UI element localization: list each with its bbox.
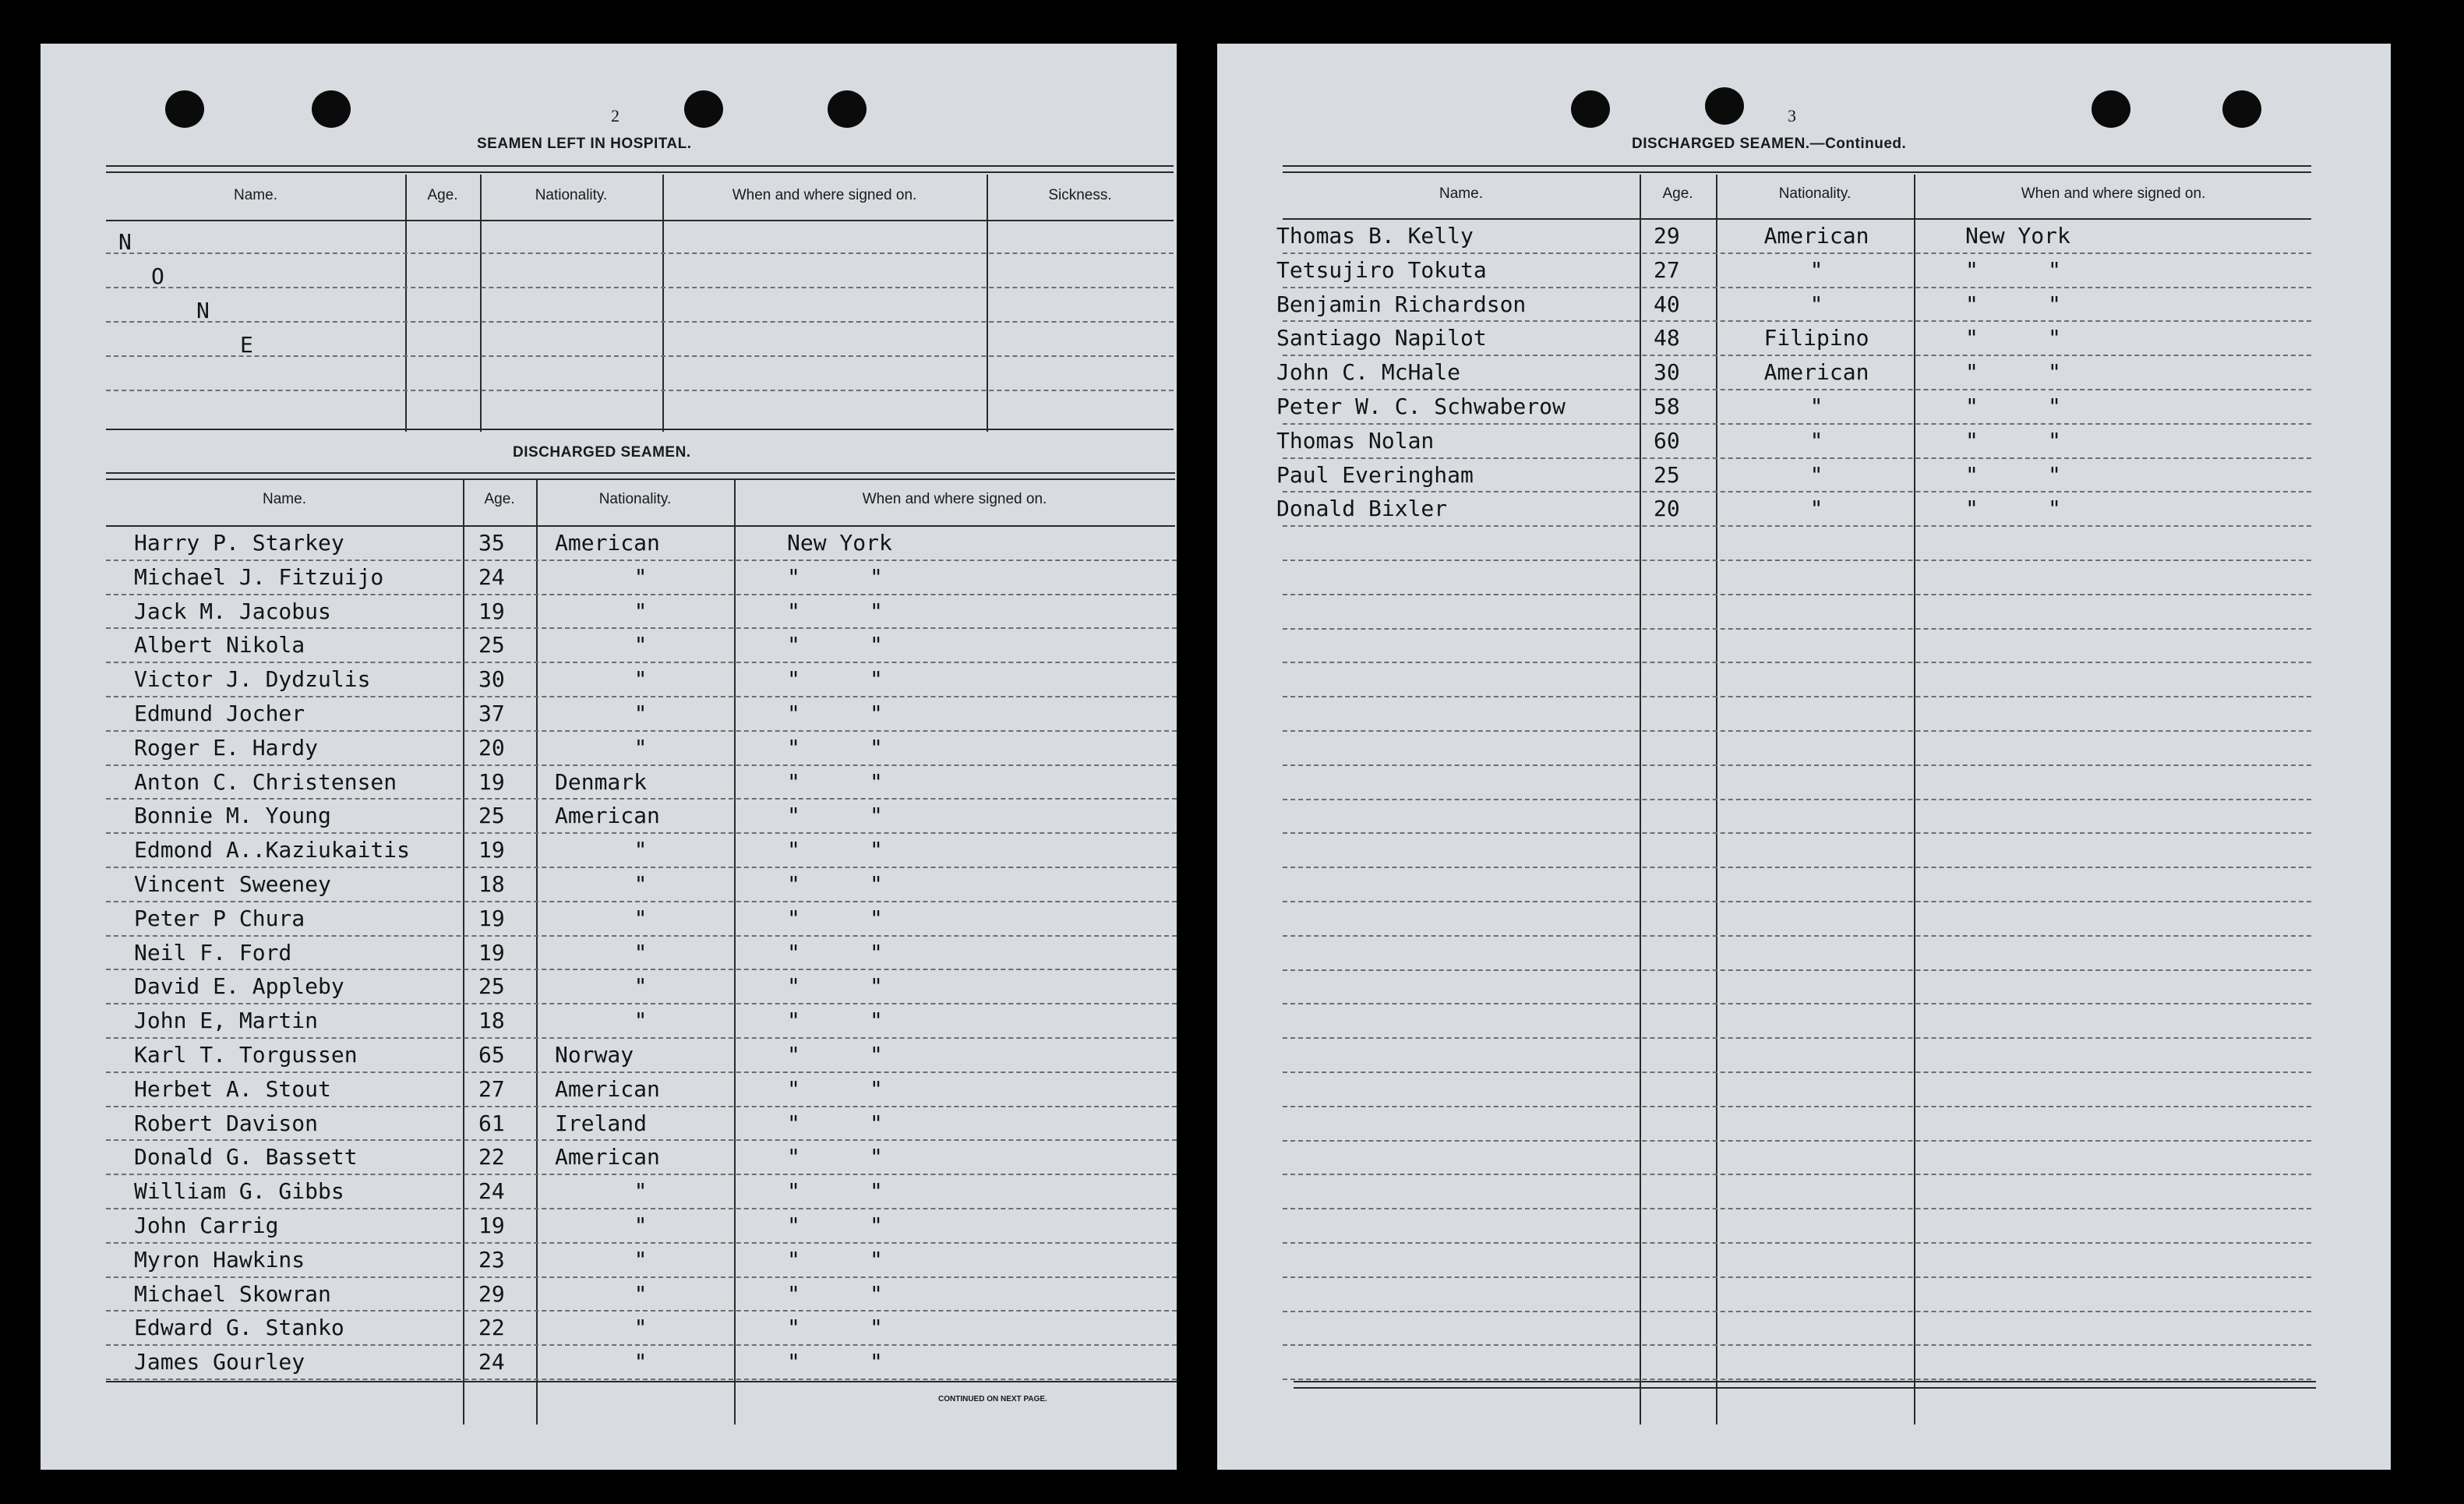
left-page xyxy=(41,44,1177,1470)
seaman-age: 20 xyxy=(478,735,505,761)
seaman-name: Michael Skowran xyxy=(134,1281,331,1307)
seaman-signed-when: " xyxy=(1965,462,1979,488)
seaman-name: Donald G. Bassett xyxy=(134,1144,358,1170)
row-line xyxy=(106,252,1174,254)
seaman-age: 19 xyxy=(478,940,505,966)
seaman-name: Roger E. Hardy xyxy=(134,735,319,761)
seaman-signed-where: " xyxy=(870,1008,883,1033)
hospital-none-letter: N xyxy=(118,229,132,255)
table-rule xyxy=(106,171,1174,173)
column-header-sickness: Sickness. xyxy=(1048,187,1112,203)
column-divider xyxy=(734,480,736,1425)
seaman-age: 18 xyxy=(478,871,505,897)
row-line xyxy=(1283,1208,2311,1209)
seaman-nationality: " xyxy=(634,1247,648,1273)
seaman-age: 58 xyxy=(1654,394,1680,419)
seaman-age: 30 xyxy=(478,666,505,692)
seaman-signed-when: " xyxy=(787,1247,800,1273)
seaman-signed-where: " xyxy=(2048,359,2061,385)
seaman-name: Anton C. Christensen xyxy=(134,769,397,795)
column-header-age: Age. xyxy=(1662,185,1693,202)
row-line xyxy=(106,1276,1177,1278)
table-rule xyxy=(106,165,1174,167)
table-rule xyxy=(106,525,1175,527)
column-divider xyxy=(480,175,482,432)
table-rule xyxy=(106,1381,1177,1382)
seaman-signed-where: " xyxy=(870,735,883,761)
table-rule xyxy=(106,472,1175,474)
row-line xyxy=(106,867,1177,868)
column-divider xyxy=(405,175,407,432)
seaman-age: 18 xyxy=(478,1008,505,1033)
column-header-nationality: Nationality. xyxy=(535,187,608,203)
row-line xyxy=(1283,1311,2311,1312)
row-line xyxy=(106,355,1174,357)
seaman-age: 22 xyxy=(478,1144,505,1170)
seaman-signed-where: " xyxy=(870,1247,883,1273)
seaman-name: Edward G. Stanko xyxy=(134,1315,344,1340)
seaman-nationality: " xyxy=(1809,462,1823,488)
seaman-name: John C. McHale xyxy=(1276,359,1461,385)
seaman-signed-where: " xyxy=(870,871,883,897)
seaman-signed-where: " xyxy=(870,1042,883,1068)
seaman-signed-where: " xyxy=(870,1213,883,1238)
row-line xyxy=(106,1003,1177,1004)
row-line xyxy=(106,560,1177,561)
seaman-signed-when: " xyxy=(787,598,800,624)
seaman-nationality: " xyxy=(634,906,648,931)
seaman-age: 37 xyxy=(478,701,505,726)
row-line xyxy=(1283,1003,2311,1004)
seaman-name: Paul Everingham xyxy=(1276,462,1474,488)
seaman-signed-where: " xyxy=(870,1178,883,1204)
seaman-signed-where: " xyxy=(870,803,883,828)
seaman-name: James Gourley xyxy=(134,1349,305,1375)
seaman-signed-when: New York xyxy=(1965,223,2070,249)
row-line xyxy=(1283,696,2311,697)
row-line xyxy=(1283,969,2311,971)
seaman-age: 25 xyxy=(478,632,505,658)
seaman-nationality: " xyxy=(634,1213,648,1238)
punch-hole xyxy=(828,90,867,128)
row-line xyxy=(1283,832,2311,834)
row-line xyxy=(106,969,1177,970)
seaman-signed-where: " xyxy=(870,666,883,692)
right-page xyxy=(1217,44,2391,1470)
punch-hole xyxy=(684,90,723,128)
seaman-signed-where: " xyxy=(870,769,883,795)
column-header-name: Name. xyxy=(1439,185,1483,202)
seaman-signed-where: " xyxy=(870,598,883,624)
punch-hole xyxy=(2092,90,2130,128)
seaman-signed-where: " xyxy=(2048,325,2061,351)
seaman-nationality: " xyxy=(1809,257,1823,283)
punch-hole xyxy=(2222,90,2261,128)
row-line xyxy=(1283,525,2311,527)
seaman-signed-when: " xyxy=(787,1281,800,1307)
seaman-signed-when: " xyxy=(787,837,800,863)
column-header-name: Name. xyxy=(234,187,277,203)
seaman-age: 65 xyxy=(478,1042,505,1068)
column-header-nationality: Nationality. xyxy=(598,491,672,507)
seaman-age: 23 xyxy=(478,1247,505,1273)
seaman-signed-when: " xyxy=(787,1144,800,1170)
column-divider xyxy=(662,175,664,432)
row-line xyxy=(1283,1379,2311,1380)
seaman-age: 29 xyxy=(478,1281,505,1307)
row-line xyxy=(1283,730,2311,732)
seaman-name: Robert Davison xyxy=(134,1110,319,1136)
seaman-name: John E, Martin xyxy=(134,1008,319,1033)
seaman-nationality: " xyxy=(634,837,648,863)
seaman-age: 19 xyxy=(478,1213,505,1238)
seaman-signed-when: " xyxy=(787,1349,800,1375)
row-line xyxy=(106,1344,1177,1346)
column-header-age: Age. xyxy=(427,187,458,203)
seaman-signed-when: " xyxy=(787,906,800,931)
seaman-signed-when: " xyxy=(1965,291,1979,317)
row-line xyxy=(1283,1106,2311,1107)
table-rule xyxy=(106,220,1174,221)
seaman-signed-when: " xyxy=(787,871,800,897)
column-divider xyxy=(536,480,538,1425)
seaman-age: 22 xyxy=(478,1315,505,1340)
column-header-when-where: When and where signed on. xyxy=(2021,185,2206,202)
seaman-name: Albert Nikola xyxy=(134,632,305,658)
seaman-signed-when: " xyxy=(787,1213,800,1238)
seaman-signed-where: " xyxy=(870,1315,883,1340)
row-line xyxy=(1283,1242,2311,1244)
row-line xyxy=(106,730,1177,732)
row-line xyxy=(106,1379,1177,1380)
seaman-name: Thomas Nolan xyxy=(1276,428,1435,454)
seaman-nationality: " xyxy=(1809,394,1823,419)
seaman-nationality: American xyxy=(555,1144,660,1170)
seaman-signed-where: " xyxy=(870,564,883,590)
column-header-nationality: Nationality. xyxy=(1778,185,1852,202)
seaman-signed-when: " xyxy=(1965,325,1979,351)
seaman-nationality: American xyxy=(1763,359,1869,385)
row-line xyxy=(1283,1140,2311,1142)
seaman-signed-when: " xyxy=(787,973,800,999)
seaman-signed-when: " xyxy=(787,632,800,658)
seaman-name: Tetsujiro Tokuta xyxy=(1276,257,1487,283)
seaman-signed-when: " xyxy=(787,1008,800,1033)
column-header-when-where: When and where signed on. xyxy=(732,187,917,203)
seaman-age: 25 xyxy=(478,973,505,999)
row-line xyxy=(106,1174,1177,1175)
seaman-nationality: Ireland xyxy=(555,1110,648,1136)
seaman-signed-where: " xyxy=(2048,257,2061,283)
seaman-nationality: " xyxy=(634,940,648,966)
seaman-nationality: " xyxy=(634,564,648,590)
seaman-name: William G. Gibbs xyxy=(134,1178,344,1204)
row-line xyxy=(106,901,1177,902)
row-line xyxy=(1283,252,2311,254)
row-line xyxy=(1283,1276,2311,1278)
seaman-signed-when: " xyxy=(787,1042,800,1068)
seaman-age: 29 xyxy=(1654,223,1680,249)
seaman-signed-when: " xyxy=(787,666,800,692)
seaman-signed-when: " xyxy=(787,1315,800,1340)
row-line xyxy=(1283,662,2311,663)
seaman-age: 60 xyxy=(1654,428,1680,454)
seaman-age: 35 xyxy=(478,530,505,556)
row-line xyxy=(1283,457,2311,459)
row-line xyxy=(106,1208,1177,1209)
seaman-name: Michael J. Fitzuijo xyxy=(134,564,384,590)
row-line xyxy=(106,627,1177,629)
seaman-name: Herbet A. Stout xyxy=(134,1076,331,1102)
seaman-name: Peter W. C. Schwaberow xyxy=(1276,394,1566,419)
row-line xyxy=(1283,320,2311,322)
seaman-age: 24 xyxy=(478,1349,505,1375)
seaman-nationality: " xyxy=(1809,496,1823,521)
seaman-name: Donald Bixler xyxy=(1276,496,1448,521)
seaman-nationality: Denmark xyxy=(555,769,648,795)
seaman-signed-where: " xyxy=(870,940,883,966)
seaman-age: 19 xyxy=(478,837,505,863)
seaman-age: 20 xyxy=(1654,496,1680,521)
seaman-nationality: " xyxy=(634,1178,648,1204)
seaman-age: 27 xyxy=(478,1076,505,1102)
row-line xyxy=(106,662,1177,663)
row-line xyxy=(1283,764,2311,766)
seaman-name: Jack M. Jacobus xyxy=(134,598,331,624)
row-line xyxy=(1283,1072,2311,1073)
seaman-name: Karl T. Torgussen xyxy=(134,1042,358,1068)
seaman-signed-when: " xyxy=(1965,394,1979,419)
continued-note: CONTINUED ON NEXT PAGE. xyxy=(938,1395,1047,1403)
column-header-name: Name. xyxy=(263,491,306,507)
seaman-age: 19 xyxy=(478,906,505,931)
page-number: 3 xyxy=(1788,106,1796,125)
punch-hole xyxy=(165,90,204,128)
seaman-signed-where: " xyxy=(870,906,883,931)
seaman-signed-when: " xyxy=(787,701,800,726)
seaman-signed-where: " xyxy=(870,973,883,999)
seaman-signed-when: " xyxy=(787,735,800,761)
row-line xyxy=(106,935,1177,937)
seaman-signed-where: " xyxy=(2048,428,2061,454)
seaman-nationality: " xyxy=(634,1281,648,1307)
seaman-nationality: " xyxy=(634,701,648,726)
discharged-section-title: DISCHARGED SEAMEN. xyxy=(513,444,691,461)
seaman-name: Bonnie M. Young xyxy=(134,803,331,828)
row-line xyxy=(106,798,1177,800)
seaman-name: David E. Appleby xyxy=(134,973,344,999)
table-rule xyxy=(1283,218,2311,220)
row-line xyxy=(1283,287,2311,288)
seaman-nationality: American xyxy=(555,803,660,828)
seaman-nationality: " xyxy=(634,973,648,999)
seaman-signed-when: " xyxy=(787,1110,800,1136)
seaman-signed-where: " xyxy=(2048,462,2061,488)
row-line xyxy=(106,764,1177,766)
row-line xyxy=(106,832,1177,834)
seaman-signed-when: New York xyxy=(787,530,892,556)
row-line xyxy=(106,696,1177,697)
row-line xyxy=(1283,1174,2311,1175)
seaman-age: 61 xyxy=(478,1110,505,1136)
seaman-nationality: " xyxy=(1809,291,1823,317)
row-line xyxy=(106,287,1174,288)
table-rule xyxy=(1283,165,2311,167)
table-rule xyxy=(106,478,1175,480)
row-line xyxy=(1283,1344,2311,1346)
hospital-none-letter: N xyxy=(196,298,210,323)
column-divider xyxy=(987,175,988,432)
seaman-signed-where: " xyxy=(2048,496,2061,521)
seaman-signed-when: " xyxy=(787,1178,800,1204)
row-line xyxy=(1283,799,2311,800)
seaman-signed-when: " xyxy=(787,769,800,795)
seaman-signed-when: " xyxy=(1965,257,1979,283)
hospital-none-letter: O xyxy=(151,263,164,289)
seaman-name: Edmund Jocher xyxy=(134,701,305,726)
row-line xyxy=(1283,628,2311,630)
seaman-nationality: " xyxy=(634,1315,648,1340)
seaman-age: 19 xyxy=(478,598,505,624)
seaman-nationality: " xyxy=(634,1349,648,1375)
punch-hole xyxy=(312,90,351,128)
seaman-signed-when: " xyxy=(787,940,800,966)
seaman-signed-when: " xyxy=(787,1076,800,1102)
seaman-name: Thomas B. Kelly xyxy=(1276,223,1474,249)
row-line xyxy=(106,1310,1177,1312)
seaman-nationality: " xyxy=(634,871,648,897)
seaman-age: 24 xyxy=(478,1178,505,1204)
row-line xyxy=(106,1072,1177,1073)
row-line xyxy=(1283,389,2311,390)
row-line xyxy=(1283,560,2311,561)
seaman-nationality: American xyxy=(1763,223,1869,249)
row-line xyxy=(1283,423,2311,425)
seaman-name: Victor J. Dydzulis xyxy=(134,666,371,692)
column-header-when-where: When and where signed on. xyxy=(862,491,1047,507)
seaman-signed-where: " xyxy=(870,1349,883,1375)
seaman-age: 25 xyxy=(478,803,505,828)
punch-hole xyxy=(1571,90,1610,128)
row-line xyxy=(1283,935,2311,937)
seaman-name: Neil F. Ford xyxy=(134,940,292,966)
seaman-nationality: " xyxy=(634,735,648,761)
row-line xyxy=(106,390,1174,391)
seaman-signed-where: " xyxy=(870,1144,883,1170)
seaman-age: 40 xyxy=(1654,291,1680,317)
hospital-section-title: SEAMEN LEFT IN HOSPITAL. xyxy=(477,136,692,152)
seaman-age: 25 xyxy=(1654,462,1680,488)
row-line xyxy=(1283,901,2311,902)
row-line xyxy=(1283,867,2311,868)
seaman-age: 24 xyxy=(478,564,505,590)
seaman-age: 30 xyxy=(1654,359,1680,385)
seaman-name: Harry P. Starkey xyxy=(134,530,344,556)
row-line xyxy=(1283,594,2311,595)
seaman-signed-when: " xyxy=(1965,359,1979,385)
seaman-nationality: Norway xyxy=(555,1042,634,1068)
column-divider xyxy=(463,480,464,1425)
seaman-signed-where: " xyxy=(870,701,883,726)
seaman-signed-where: " xyxy=(870,1281,883,1307)
row-line xyxy=(106,594,1177,595)
seaman-signed-where: " xyxy=(2048,394,2061,419)
table-rule xyxy=(1294,1387,2316,1389)
table-rule xyxy=(106,429,1174,430)
seaman-nationality: " xyxy=(634,666,648,692)
table-rule xyxy=(1294,1381,2316,1382)
row-line xyxy=(106,1139,1177,1141)
seaman-signed-when: " xyxy=(1965,496,1979,521)
hospital-none-letter: E xyxy=(240,332,253,358)
seaman-nationality: American xyxy=(555,1076,660,1102)
row-line xyxy=(1283,491,2311,493)
seaman-nationality: " xyxy=(634,632,648,658)
seaman-age: 19 xyxy=(478,769,505,795)
seaman-signed-where: " xyxy=(870,1110,883,1136)
row-line xyxy=(1283,355,2311,356)
row-line xyxy=(106,1106,1177,1107)
seaman-age: 48 xyxy=(1654,325,1680,351)
seaman-name: Santiago Napilot xyxy=(1276,325,1487,351)
seaman-nationality: " xyxy=(634,598,648,624)
seaman-signed-when: " xyxy=(787,803,800,828)
seaman-nationality: " xyxy=(634,1008,648,1033)
row-line xyxy=(106,1037,1177,1039)
seaman-signed-when: " xyxy=(1965,428,1979,454)
seaman-signed-when: " xyxy=(787,564,800,590)
table-rule xyxy=(1283,171,2311,173)
seaman-name: Peter P Chura xyxy=(134,906,305,931)
seaman-nationality: American xyxy=(555,530,660,556)
seaman-name: Benjamin Richardson xyxy=(1276,291,1527,317)
row-line xyxy=(106,1242,1177,1244)
seaman-age: 27 xyxy=(1654,257,1680,283)
seaman-name: John Carrig xyxy=(134,1213,279,1238)
row-line xyxy=(106,321,1174,323)
seaman-nationality: Filipino xyxy=(1763,325,1869,351)
seaman-name: Myron Hawkins xyxy=(134,1247,305,1273)
seaman-name: Edmond A..Kaziukaitis xyxy=(134,837,411,863)
punch-hole xyxy=(1705,87,1744,125)
seaman-nationality: " xyxy=(1809,428,1823,454)
row-line xyxy=(1283,1037,2311,1039)
seaman-signed-where: " xyxy=(870,632,883,658)
column-header-age: Age. xyxy=(484,491,515,507)
seaman-signed-where: " xyxy=(2048,291,2061,317)
seaman-name: Vincent Sweeney xyxy=(134,871,331,897)
page-number: 2 xyxy=(611,106,620,125)
continued-section-title: DISCHARGED SEAMEN.—Continued. xyxy=(1632,136,1907,152)
seaman-signed-where: " xyxy=(870,1076,883,1102)
seaman-signed-where: " xyxy=(870,837,883,863)
